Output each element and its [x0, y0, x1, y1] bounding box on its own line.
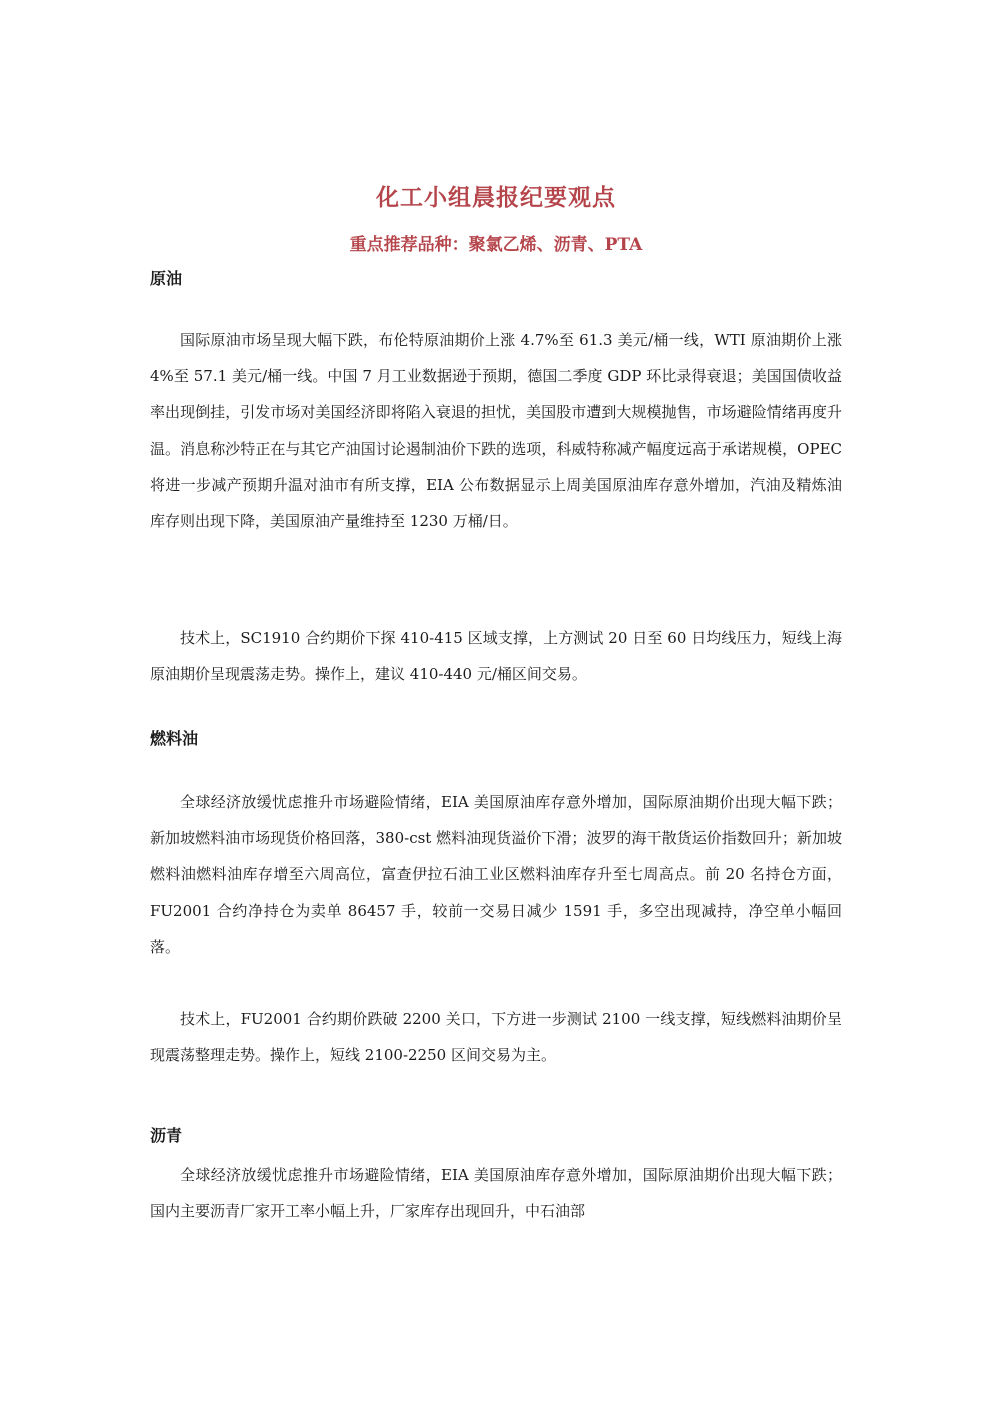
section-heading-crude-oil: 原油: [150, 269, 183, 288]
paragraph-crude-oil-technical: 技术上，SC1910 合约期价下探 410-415 区域支撑，上方测试 20 日至 60 日均线压力，短线上海原油期价呈现震荡走势。操作上，建议 410-440 元/桶区间交易。: [150, 629, 842, 684]
section-heading-fuel-oil: 燃料油: [150, 729, 199, 748]
paragraph-asphalt-market: 全球经济放缓忧虑推升市场避险情绪，EIA 美国原油库存意外增加，国际原油期价出现大幅下跌；国内主要沥青厂家开工率小幅上升，厂家库存出现回升，中石油部: [150, 1166, 842, 1221]
paragraph-crude-oil-market: 国际原油市场呈现大幅下跌，布伦特原油期价上涨 4.7%至 61.3 美元/桶一线，WTI 原油期价上涨 4%至 57.1 美元/桶一线。中国 7 月工业数据逊于预期，德国二季度 GDP 环比录得衰退；美国国债收益率出现倒挂，引发市场对美国经济即将陷入衰退的担忧，美国股市遭到大规模抛售，市场避险情绪再度升温。消息称沙特正在与其它产油国讨论遏制油价下跌的选项，科威特称减产幅度远高于承诺规模，OPEC 将进一步减产预期升温对油市有所支撑，EIA 公布数据显示上周美国原油库存意外增加，汽油及精炼油库存则出现下降，美国原油产量维持至 1230 万桶/日。: [150, 331, 842, 531]
document-title: 化工小组晨报纪要观点: [376, 184, 616, 211]
section-heading-asphalt: 沥青: [150, 1126, 183, 1145]
paragraph-fuel-oil-market: 全球经济放缓忧虑推升市场避险情绪，EIA 美国原油库存意外增加，国际原油期价出现大幅下跌；新加坡燃料油市场现货价格回落，380-cst 燃料油现货溢价下滑；波罗的海干散货运价指数回升；新加坡燃料油燃料油库存增至六周高位，富查伊拉石油工业区燃料油库存升至七周高点。前 20 名持仓方面，FU2001 合约净持仓为卖单 86457 手，较前一交易日减少 1591 手，多空出现减持，净空单小幅回落。: [150, 793, 842, 956]
paragraph-fuel-oil-technical: 技术上，FU2001 合约期价跌破 2200 关口，下方进一步测试 2100 一线支撑，短线燃料油期价呈现震荡整理走势。操作上，短线 2100-2250 区间交易为主。: [150, 1010, 842, 1065]
document-subtitle: 重点推荐品种：聚氯乙烯、沥青、PTA: [349, 235, 643, 255]
